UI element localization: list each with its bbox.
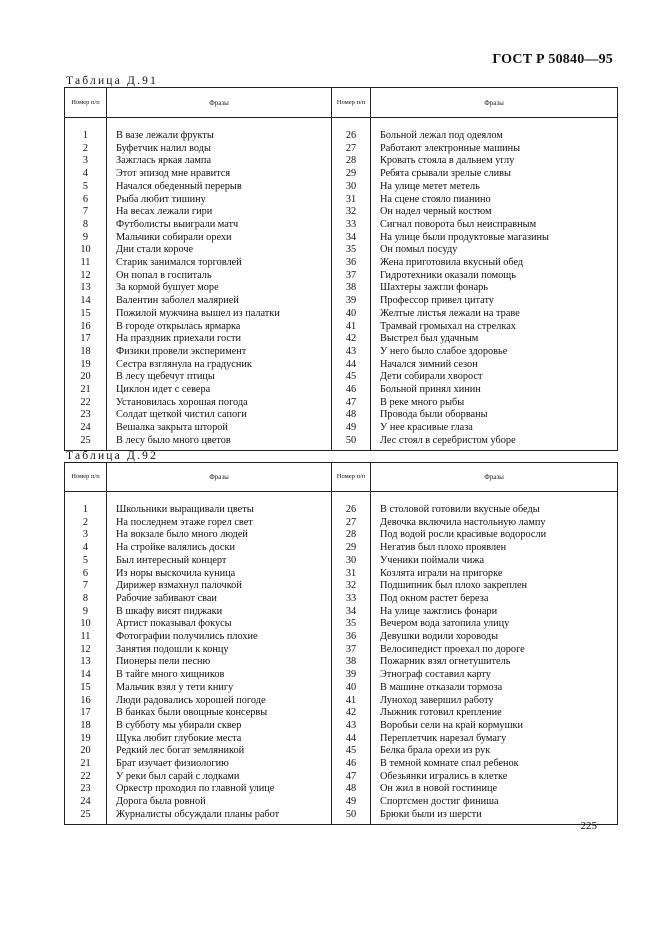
table-row <box>65 219 618 232</box>
row-phrase: Дирижер взмахнул палочкой <box>107 580 332 593</box>
table-row <box>65 720 618 733</box>
row-phrase: Девушки водили хороводы <box>371 631 618 644</box>
row-number: 6 <box>65 194 107 207</box>
row-number: 45 <box>332 371 371 384</box>
row-phrase: Выстрел был удачным <box>371 333 618 346</box>
row-phrase: Начался обеденный перерыв <box>107 181 332 194</box>
row-number: 37 <box>332 270 371 283</box>
row-phrase: Воробьи сели на край кормушки <box>371 720 618 733</box>
row-phrase: Трамвай громыхал на стрелках <box>371 321 618 334</box>
row-number: 49 <box>332 422 371 435</box>
row-phrase: Кровать стояла в дальнем углу <box>371 155 618 168</box>
row-number: 19 <box>65 359 107 372</box>
row-phrase: Лес стоял в серебристом уборе <box>371 435 618 450</box>
row-number: 21 <box>65 384 107 397</box>
table-row <box>65 771 618 784</box>
table-row <box>65 143 618 156</box>
row-number: 42 <box>332 333 371 346</box>
row-number: 26 <box>332 130 371 143</box>
row-phrase: В темной комнате спал ребенок <box>371 758 618 771</box>
row-number: 27 <box>332 517 371 530</box>
row-number: 14 <box>65 295 107 308</box>
table-row <box>65 783 618 796</box>
table-row <box>65 270 618 283</box>
row-phrase: Зажглась яркая лампа <box>107 155 332 168</box>
row-number: 5 <box>65 181 107 194</box>
row-phrase: Подшипник был плохо закреплен <box>371 580 618 593</box>
row-number: 37 <box>332 644 371 657</box>
table-caption: Таблица Д.91 <box>66 75 159 87</box>
row-phrase: На праздник приехали гости <box>107 333 332 346</box>
table-row <box>65 130 618 143</box>
number-header: Номер п/п <box>332 88 371 118</box>
row-number: 38 <box>332 282 371 295</box>
row-number: 8 <box>65 219 107 232</box>
row-phrase: Пионеры пели песню <box>107 656 332 669</box>
row-number: 43 <box>332 346 371 359</box>
row-phrase: Ученики поймали чижа <box>371 555 618 568</box>
table-row <box>65 745 618 758</box>
number-header: Номер п/п <box>65 88 107 118</box>
table-row <box>65 618 618 631</box>
row-number: 4 <box>65 168 107 181</box>
table-row <box>65 631 618 644</box>
table-row <box>65 244 618 257</box>
row-phrase: Этот эпизод мне нравится <box>107 168 332 181</box>
row-number: 15 <box>65 682 107 695</box>
row-phrase: Профессор привел цитату <box>371 295 618 308</box>
row-number: 20 <box>65 371 107 384</box>
row-number: 2 <box>65 143 107 156</box>
row-number: 25 <box>65 809 107 824</box>
row-phrase: У реки был сарай с лодками <box>107 771 332 784</box>
row-number: 24 <box>65 422 107 435</box>
row-phrase: Сигнал поворота был неисправным <box>371 219 618 232</box>
row-number: 26 <box>332 504 371 517</box>
row-number: 47 <box>332 397 371 410</box>
row-number: 42 <box>332 707 371 720</box>
table-row <box>65 308 618 321</box>
row-phrase: Старик занимался торговлей <box>107 257 332 270</box>
row-number: 1 <box>65 504 107 517</box>
row-phrase: На весах лежали гири <box>107 206 332 219</box>
row-number: 21 <box>65 758 107 771</box>
row-number: 40 <box>332 682 371 695</box>
row-number: 32 <box>332 580 371 593</box>
row-phrase: Гидротехники оказали помощь <box>371 270 618 283</box>
table-row <box>65 656 618 669</box>
row-phrase: Луноход завершил работу <box>371 695 618 708</box>
row-number: 44 <box>332 733 371 746</box>
row-phrase: Белка брала орехи из рук <box>371 745 618 758</box>
row-phrase: Циклон идет с севера <box>107 384 332 397</box>
row-phrase: Дети собирали хворост <box>371 371 618 384</box>
row-number: 33 <box>332 219 371 232</box>
row-number: 22 <box>65 771 107 784</box>
row-number: 6 <box>65 568 107 581</box>
row-phrase: Сестра взглянула на градусник <box>107 359 332 372</box>
row-number: 20 <box>65 745 107 758</box>
row-phrase: Он надел черный костюм <box>371 206 618 219</box>
row-number: 45 <box>332 745 371 758</box>
row-phrase: Больной принял хинин <box>371 384 618 397</box>
table-row <box>65 504 618 517</box>
row-phrase: Ребята срывали зрелые сливы <box>371 168 618 181</box>
row-phrase: Козлята играли на пригорке <box>371 568 618 581</box>
row-number: 30 <box>332 555 371 568</box>
table-row <box>65 422 618 435</box>
row-phrase: Мальчик взял у тети книгу <box>107 682 332 695</box>
table-row <box>65 321 618 334</box>
row-number: 24 <box>65 796 107 809</box>
row-phrase: Рыба любит тишину <box>107 194 332 207</box>
table-row <box>65 580 618 593</box>
row-phrase: В лесу было много цветов <box>107 435 332 450</box>
number-header: Номер п/п <box>65 463 107 492</box>
table-row <box>65 346 618 359</box>
row-phrase: Пожарник взял огнетушитель <box>371 656 618 669</box>
row-phrase: Редкий лес богат земляникой <box>107 745 332 758</box>
row-number: 29 <box>332 168 371 181</box>
row-number: 13 <box>65 656 107 669</box>
row-number: 23 <box>65 409 107 422</box>
row-number: 14 <box>65 669 107 682</box>
row-phrase: В реке много рыбы <box>371 397 618 410</box>
row-number: 38 <box>332 656 371 669</box>
row-number: 35 <box>332 244 371 257</box>
row-number: 8 <box>65 593 107 606</box>
row-number: 50 <box>332 435 371 450</box>
row-phrase: Буфетчик налил воды <box>107 143 332 156</box>
row-number: 33 <box>332 593 371 606</box>
table-row <box>65 568 618 581</box>
row-phrase: На улице метет метель <box>371 181 618 194</box>
row-phrase: Рабочие забивают сваи <box>107 593 332 606</box>
row-phrase: У него было слабое здоровье <box>371 346 618 359</box>
row-phrase: В городе открылась ярмарка <box>107 321 332 334</box>
row-number: 30 <box>332 181 371 194</box>
row-phrase: Негатив был плохо проявлен <box>371 542 618 555</box>
row-number: 19 <box>65 733 107 746</box>
row-number: 50 <box>332 809 371 824</box>
row-number: 34 <box>332 232 371 245</box>
phrase-header: Фразы <box>371 463 618 492</box>
row-phrase: Работают электронные машины <box>371 143 618 156</box>
row-number: 28 <box>332 155 371 168</box>
table-row <box>65 333 618 346</box>
table-row <box>65 669 618 682</box>
row-phrase: Спортсмен достиг финиша <box>371 796 618 809</box>
table-row <box>65 707 618 720</box>
row-number: 48 <box>332 783 371 796</box>
row-number: 16 <box>65 321 107 334</box>
row-number: 16 <box>65 695 107 708</box>
row-phrase: Провода были оборваны <box>371 409 618 422</box>
row-phrase: Обезьянки игрались в клетке <box>371 771 618 784</box>
row-phrase: В тайге много хищников <box>107 669 332 682</box>
row-number: 23 <box>65 783 107 796</box>
row-phrase: Дни стали короче <box>107 244 332 257</box>
row-phrase: За кормой бушует море <box>107 282 332 295</box>
row-number: 13 <box>65 282 107 295</box>
row-phrase: Установилась хорошая погода <box>107 397 332 410</box>
table-row <box>65 257 618 270</box>
table-row <box>65 194 618 207</box>
row-number: 36 <box>332 257 371 270</box>
table-row <box>65 555 618 568</box>
table-row <box>65 155 618 168</box>
row-number: 48 <box>332 409 371 422</box>
table-row <box>65 529 618 542</box>
table-row <box>65 606 618 619</box>
row-number: 15 <box>65 308 107 321</box>
row-number: 2 <box>65 517 107 530</box>
row-number: 17 <box>65 707 107 720</box>
row-number: 22 <box>65 397 107 410</box>
row-number: 7 <box>65 580 107 593</box>
row-phrase: Из норы выскочила куница <box>107 568 332 581</box>
row-phrase: У нее красивые глаза <box>371 422 618 435</box>
row-number: 39 <box>332 669 371 682</box>
table-row <box>65 359 618 372</box>
row-number: 10 <box>65 618 107 631</box>
row-number: 35 <box>332 618 371 631</box>
row-phrase: В шкафу висят пиджаки <box>107 606 332 619</box>
row-phrase: Пожилой мужчина вышел из палатки <box>107 308 332 321</box>
row-number: 31 <box>332 568 371 581</box>
table-row <box>65 542 618 555</box>
row-phrase: Он попал в госпиталь <box>107 270 332 283</box>
row-number: 10 <box>65 244 107 257</box>
table-row <box>65 644 618 657</box>
table-row <box>65 695 618 708</box>
table-row <box>65 384 618 397</box>
table-row <box>65 282 618 295</box>
table-row <box>65 435 618 450</box>
table-row <box>65 295 618 308</box>
row-phrase: Занятия подошли к концу <box>107 644 332 657</box>
row-number: 3 <box>65 529 107 542</box>
phrase-header: Фразы <box>107 463 332 492</box>
row-number: 12 <box>65 644 107 657</box>
row-phrase: Этнограф составил карту <box>371 669 618 682</box>
row-phrase: На стройке валялись доски <box>107 542 332 555</box>
row-number: 46 <box>332 758 371 771</box>
phrase-table <box>64 462 618 825</box>
row-phrase: Артист показывал фокусы <box>107 618 332 631</box>
row-phrase: Фотографии получились плохие <box>107 631 332 644</box>
row-phrase: Он жил в новой гостинице <box>371 783 618 796</box>
row-phrase: Школьники выращивали цветы <box>107 504 332 517</box>
row-number: 32 <box>332 206 371 219</box>
row-number: 27 <box>332 143 371 156</box>
row-phrase: Шахтеры зажгли фонарь <box>371 282 618 295</box>
table-row <box>65 733 618 746</box>
row-phrase: Переплетчик нарезал бумагу <box>371 733 618 746</box>
row-number: 18 <box>65 346 107 359</box>
row-phrase: Брюки были из шерсти <box>371 809 618 824</box>
row-number: 40 <box>332 308 371 321</box>
row-number: 4 <box>65 542 107 555</box>
row-number: 43 <box>332 720 371 733</box>
row-phrase: Начался зимний сезон <box>371 359 618 372</box>
row-number: 25 <box>65 435 107 450</box>
phrase-header: Фразы <box>371 88 618 118</box>
table-row <box>65 517 618 530</box>
table-row <box>65 409 618 422</box>
row-phrase: Больной лежал под одеялом <box>371 130 618 143</box>
row-phrase: Жена приготовила вкусный обед <box>371 257 618 270</box>
row-phrase: На последнем этаже горел свет <box>107 517 332 530</box>
table-caption: Таблица Д.92 <box>66 450 159 462</box>
standard-code: ГОСТ Р 50840—95 <box>492 52 613 67</box>
table-row <box>65 796 618 809</box>
row-phrase: В банках были овощные консервы <box>107 707 332 720</box>
row-phrase: Оркестр проходил по главной улице <box>107 783 332 796</box>
row-phrase: Под водой росли красивые водоросли <box>371 529 618 542</box>
row-number: 9 <box>65 606 107 619</box>
row-number: 44 <box>332 359 371 372</box>
row-phrase: В лесу щебечут птицы <box>107 371 332 384</box>
number-header: Номер п/п <box>332 463 371 492</box>
row-number: 49 <box>332 796 371 809</box>
row-number: 11 <box>65 631 107 644</box>
row-phrase: Физики провели эксперимент <box>107 346 332 359</box>
row-number: 9 <box>65 232 107 245</box>
row-phrase: Журналисты обсуждали планы работ <box>107 809 332 824</box>
row-phrase: На сцене стояло пианино <box>371 194 618 207</box>
row-phrase: Был интересный концерт <box>107 555 332 568</box>
row-phrase: Лыжник готовил крепление <box>371 707 618 720</box>
row-number: 1 <box>65 130 107 143</box>
row-phrase: Брат изучает физиологию <box>107 758 332 771</box>
row-phrase: Футболисты выиграли матч <box>107 219 332 232</box>
phrase-header: Фразы <box>107 88 332 118</box>
row-phrase: Он помыл посуду <box>371 244 618 257</box>
row-number: 46 <box>332 384 371 397</box>
row-number: 41 <box>332 695 371 708</box>
row-phrase: Желтые листья лежали на траве <box>371 308 618 321</box>
row-number: 7 <box>65 206 107 219</box>
table-row <box>65 232 618 245</box>
row-phrase: Вешалка закрыта шторой <box>107 422 332 435</box>
row-number: 41 <box>332 321 371 334</box>
table-row <box>65 593 618 606</box>
row-number: 11 <box>65 257 107 270</box>
row-phrase: В машине отказали тормоза <box>371 682 618 695</box>
row-phrase: Люди радовались хорошей погоде <box>107 695 332 708</box>
row-number: 17 <box>65 333 107 346</box>
row-phrase: В вазе лежали фрукты <box>107 130 332 143</box>
row-number: 5 <box>65 555 107 568</box>
table-row <box>65 809 618 824</box>
row-phrase: В субботу мы убирали сквер <box>107 720 332 733</box>
row-phrase: На вокзале было много людей <box>107 529 332 542</box>
phrase-table <box>64 87 618 451</box>
row-phrase: Дорога была ровной <box>107 796 332 809</box>
row-number: 47 <box>332 771 371 784</box>
row-phrase: Велосипедист проехал по дороге <box>371 644 618 657</box>
row-phrase: Валентин заболел малярией <box>107 295 332 308</box>
row-phrase: Под окном растет береза <box>371 593 618 606</box>
table-row <box>65 371 618 384</box>
row-phrase: Девочка включила настольную лампу <box>371 517 618 530</box>
table-row <box>65 206 618 219</box>
page-number: 225 <box>580 820 597 832</box>
row-phrase: Мальчики собирали орехи <box>107 232 332 245</box>
table-row <box>65 168 618 181</box>
row-number: 28 <box>332 529 371 542</box>
table-row <box>65 181 618 194</box>
row-number: 29 <box>332 542 371 555</box>
row-number: 34 <box>332 606 371 619</box>
row-number: 36 <box>332 631 371 644</box>
row-number: 31 <box>332 194 371 207</box>
row-number: 3 <box>65 155 107 168</box>
table-row <box>65 397 618 410</box>
row-phrase: Солдат щеткой чистил сапоги <box>107 409 332 422</box>
row-number: 12 <box>65 270 107 283</box>
row-phrase: Щука любит глубокие места <box>107 733 332 746</box>
row-number: 39 <box>332 295 371 308</box>
table-row <box>65 758 618 771</box>
row-phrase: На улице были продуктовые магазины <box>371 232 618 245</box>
row-number: 18 <box>65 720 107 733</box>
row-phrase: В столовой готовили вкусные обеды <box>371 504 618 517</box>
row-phrase: Вечером вода затопила улицу <box>371 618 618 631</box>
row-phrase: На улице зажглись фонари <box>371 606 618 619</box>
table-row <box>65 682 618 695</box>
